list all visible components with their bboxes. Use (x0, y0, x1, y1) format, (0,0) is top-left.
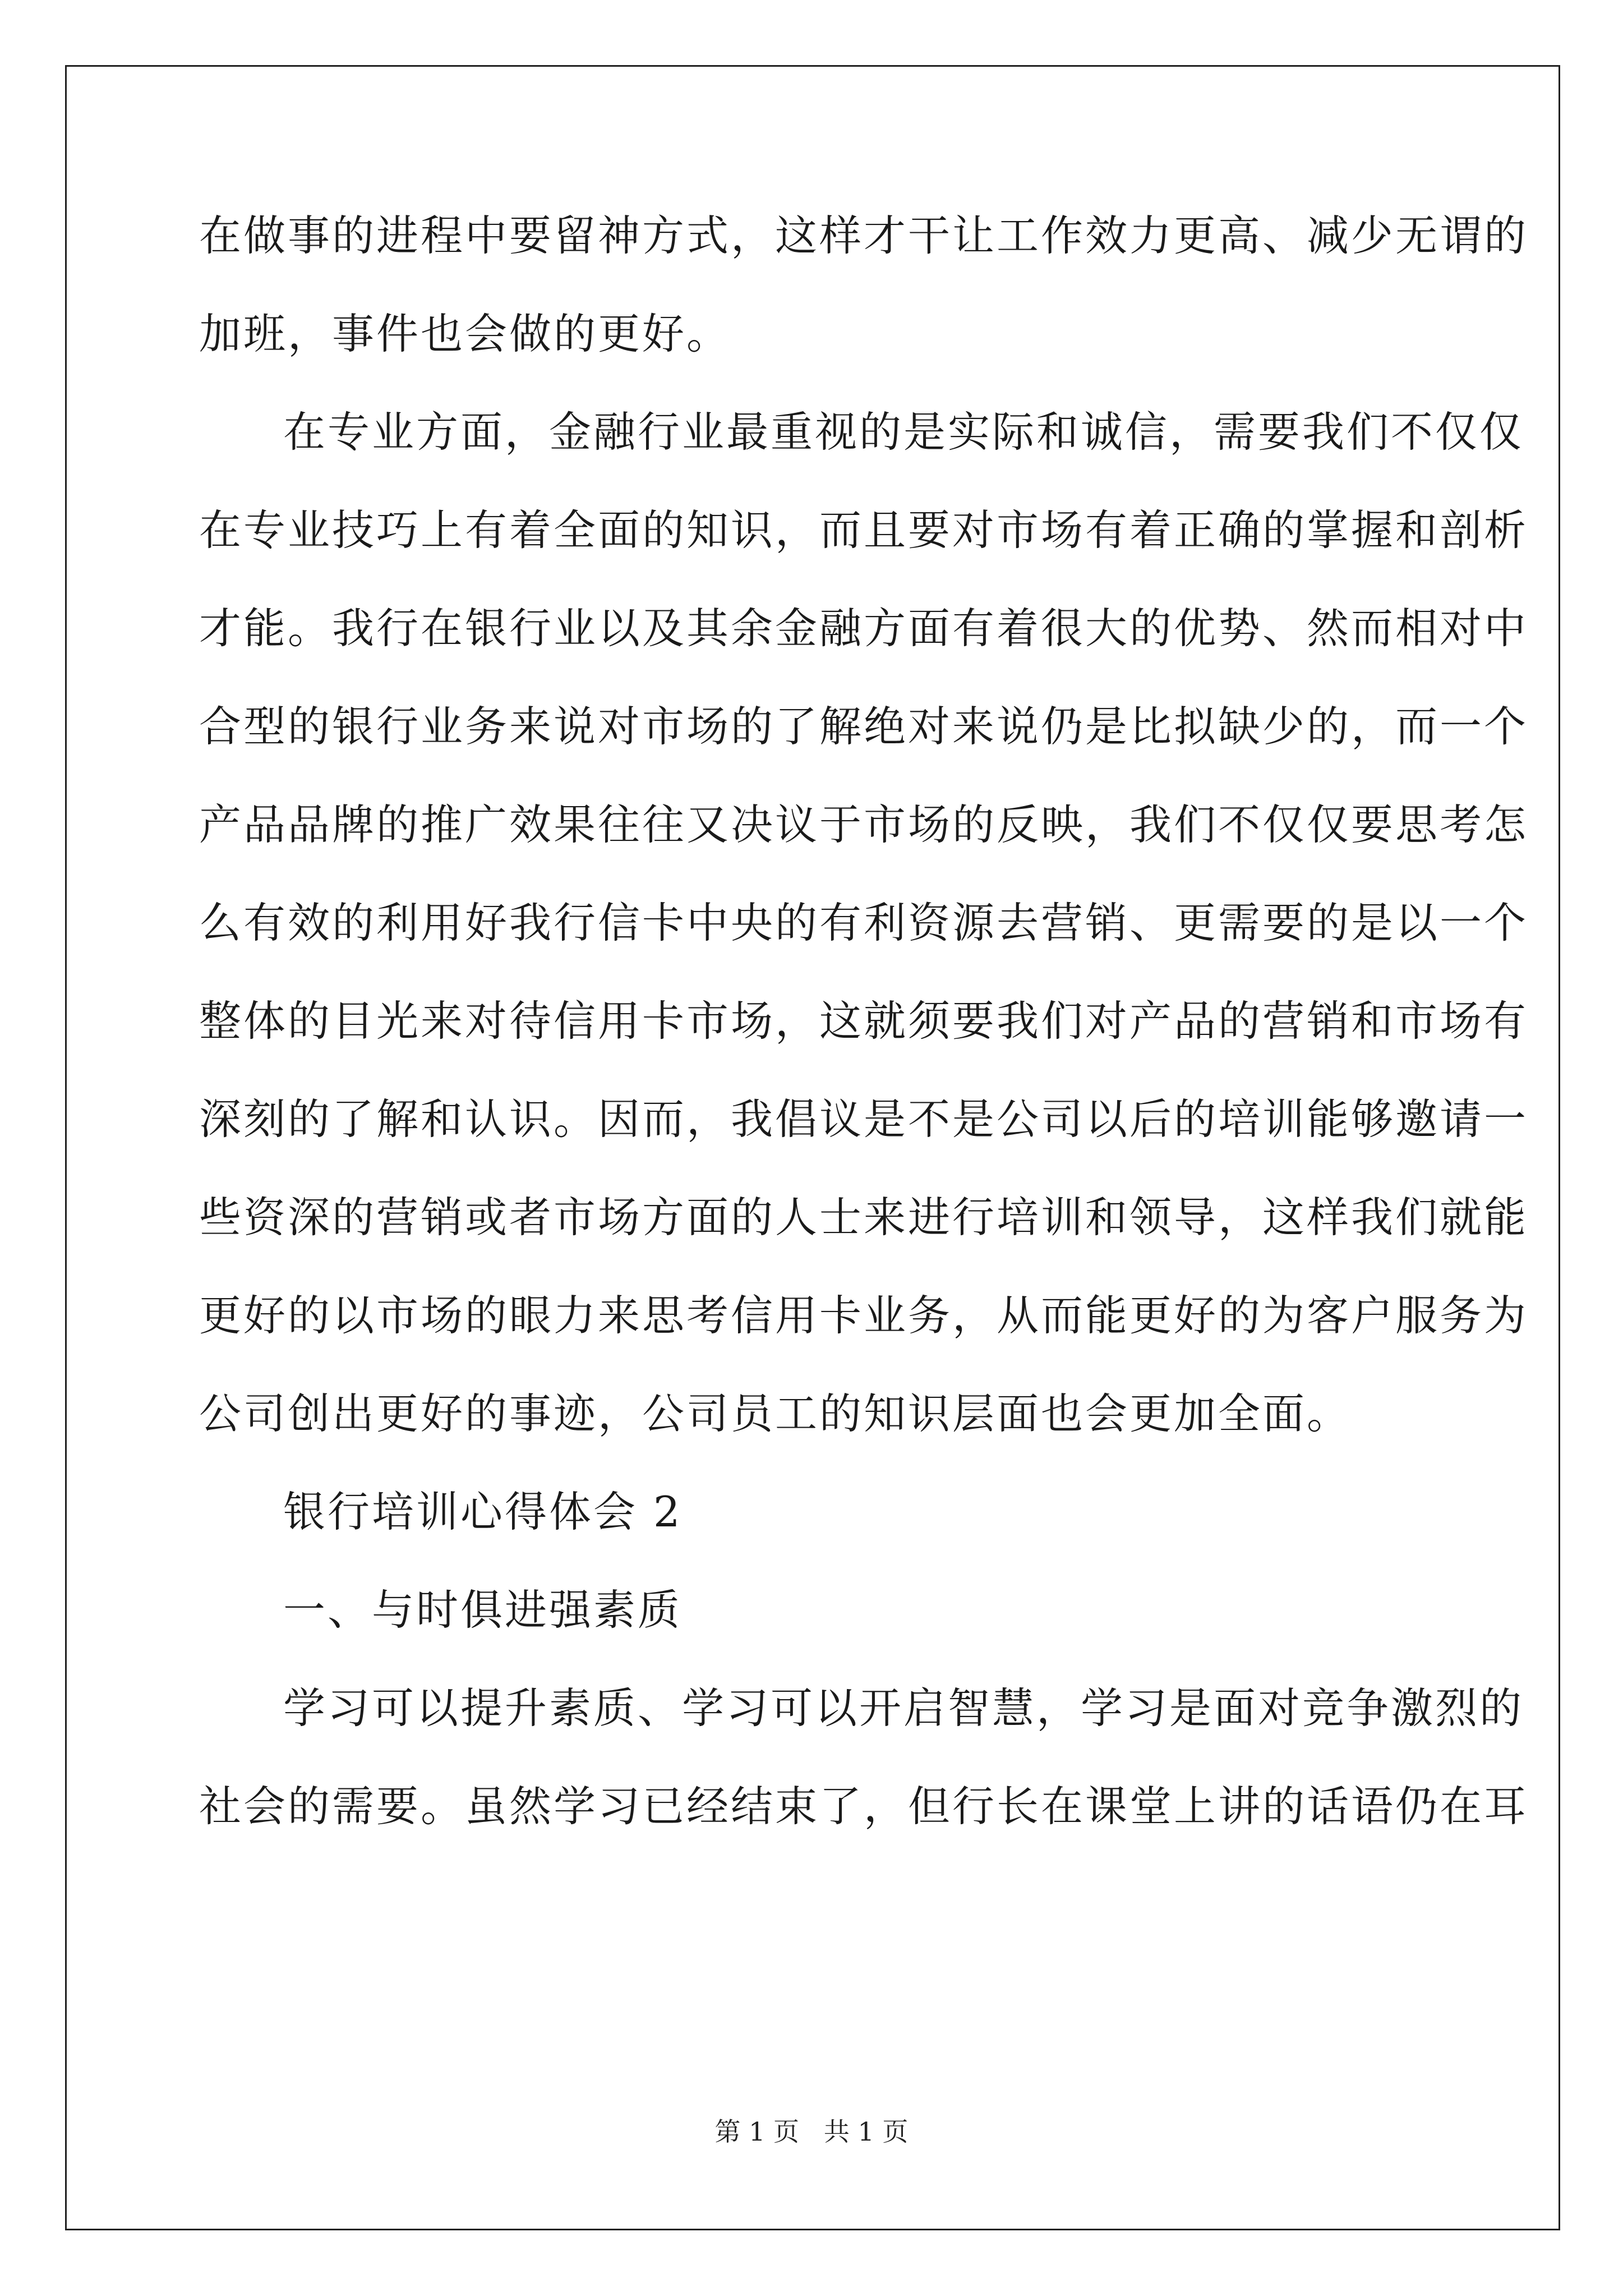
paragraph-line: 么有效的利用好我行信卡中央的有利资源去营销、更需要的是以一个 (199, 898, 1529, 947)
paragraph-line: 更好的以市场的眼力来思考信用卡业务，从而能更好的为客户服务为 (199, 1291, 1529, 1340)
paragraph-line: 产品品牌的推广效果往往又决议于市场的反映，我们不仅仅要思考怎 (199, 800, 1529, 849)
section-title: 银行培训心得体会 2 (283, 1487, 683, 1536)
paragraph-line: 才能。我行在银行业以及其余金融方面有着很大的优势、然而相对中 (199, 604, 1529, 653)
paragraph-line: 加班，事件也会做的更好。 (199, 309, 731, 358)
paragraph-line: 在专业技巧上有着全面的知识，而且要对市场有着正确的掌握和剖析 (199, 505, 1529, 555)
paragraph-line: 些资深的营销或者市场方面的人士来进行培训和领导，这样我们就能 (199, 1193, 1529, 1242)
paragraph-line: 深刻的了解和认识。因而，我倡议是不是公司以后的培训能够邀请一 (199, 1094, 1529, 1144)
paragraph-line: 在做事的进程中要留神方式，这样才干让工作效力更高、减少无谓的 (199, 211, 1529, 260)
paragraph-line: 社会的需要。虽然学习已经结束了，但行长在课堂上讲的话语仍在耳 (199, 1782, 1529, 1831)
paragraph-line: 在专业方面，金融行业最重视的是实际和诚信，需要我们不仅仅 (283, 407, 1524, 457)
paragraph-line: 公司创出更好的事迹，公司员工的知识层面也会更加全面。 (199, 1389, 1352, 1438)
page-footer: 第 1 页 共 1 页 (714, 2116, 909, 2147)
paragraph-line: 学习可以提升素质、学习可以开启智慧，学习是面对竞争激烈的 (283, 1683, 1524, 1733)
section-heading: 一、与时俱进强素质 (283, 1585, 683, 1635)
page-border (65, 65, 1560, 2230)
paragraph-line: 整体的目光来对待信用卡市场，这就须要我们对产品的营销和市场有 (199, 996, 1529, 1046)
paragraph-line: 合型的银行业务来说对市场的了解绝对来说仍是比拟缺少的，而一个 (199, 702, 1529, 751)
